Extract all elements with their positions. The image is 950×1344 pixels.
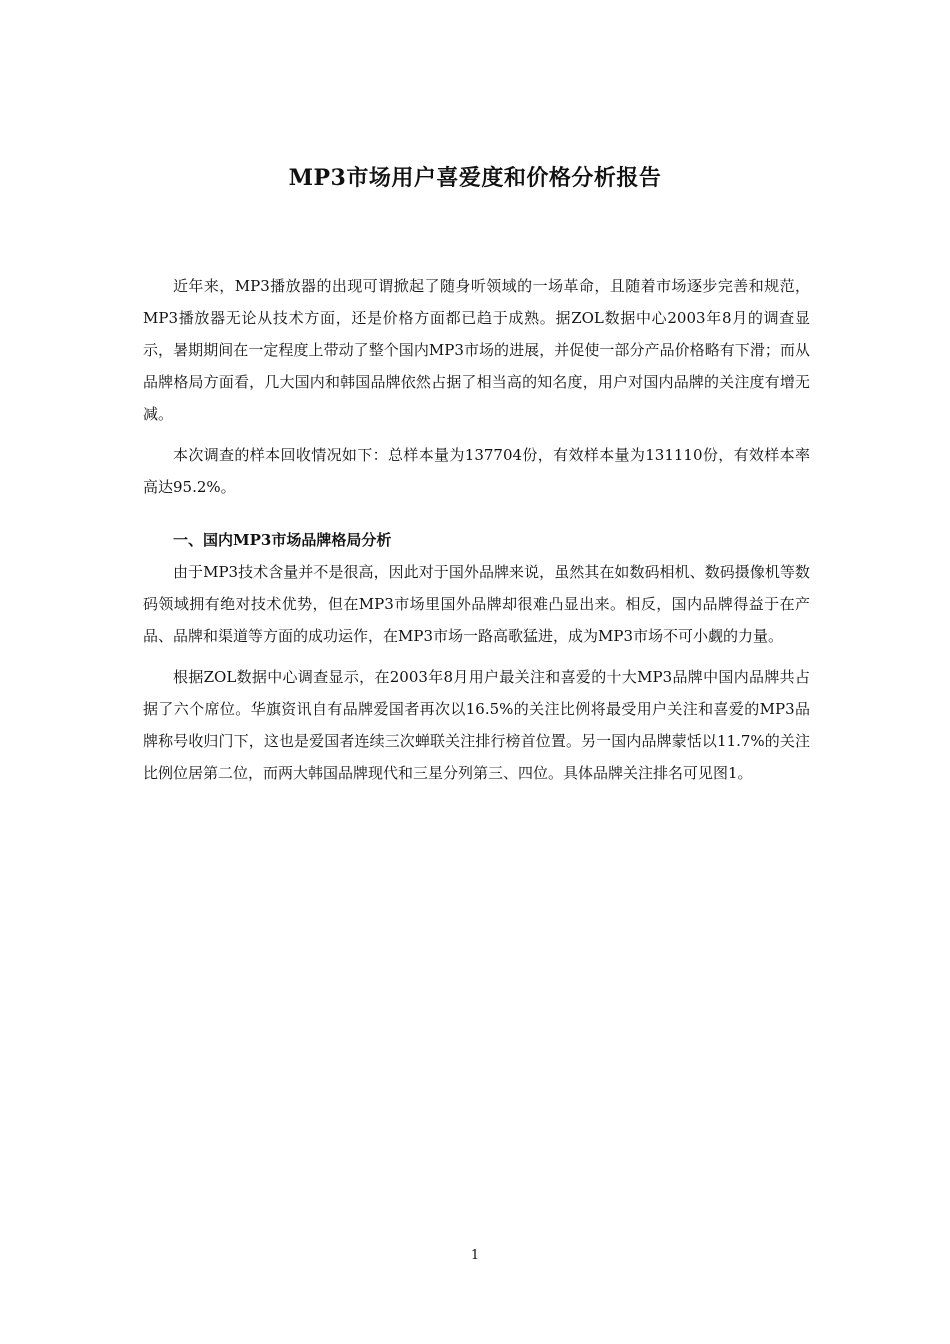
section-heading: 一、国内MP3市场品牌格局分析 — [173, 531, 392, 549]
intro-paragraph: 近年来，MP3播放器的出现可谓掀起了随身听领域的一场革命，且随着市场逐步完善和规范，MP3播放器无论从技术方面，还是价格方面都已趋于成熟。据ZOL数据中心2003年8月的调查显示，暑期期间在一定程度上带动了整个国内MP3市场的进展，并促使一部分产品价格略有下滑；而从品牌格局方面看，几大国内和韩国品牌依然占据了相当高的知名度，用户对国内品牌的关注度有增无减。 — [143, 277, 810, 423]
document-body — [143, 270, 810, 789]
brand-landscape-paragraph: 由于MP3技术含量并不是很高，因此对于国外品牌来说，虽然其在如数码相机、数码摄像机等数码领域拥有绝对技术优势，但在MP3市场里国外品牌却很难凸显出来。相反，国内品牌得益于在产品、品牌和渠道等方面的成功运作，在MP3市场一路高歌猛进，成为MP3市场不可小觑的力量。 — [143, 563, 810, 645]
page-number: 1 — [470, 1248, 480, 1263]
brand-ranking-paragraph: 根据ZOL数据中心调查显示，在2003年8月用户最关注和喜爱的十大MP3品牌中国内品牌共占据了六个席位。华旗资讯自有品牌爱国者再次以16.5%的关注比例将最受用户关注和喜爱的MP3品牌称号收归门下，这也是爱国者连续三次蝉联关注排行榜首位置。另一国内品牌蒙恬以11.7%的关注比例位居第二位，而两大韩国品牌现代和三星分列第三、四位。具体品牌关注排名可见图1。 — [143, 668, 810, 782]
document-title: MP3市场用户喜爱度和价格分析报告 — [288, 164, 662, 191]
sample-paragraph: 本次调查的样本回收情况如下：总样本量为137704份，有效样本量为131110份，有效样本率高达95.2%。 — [143, 446, 810, 496]
